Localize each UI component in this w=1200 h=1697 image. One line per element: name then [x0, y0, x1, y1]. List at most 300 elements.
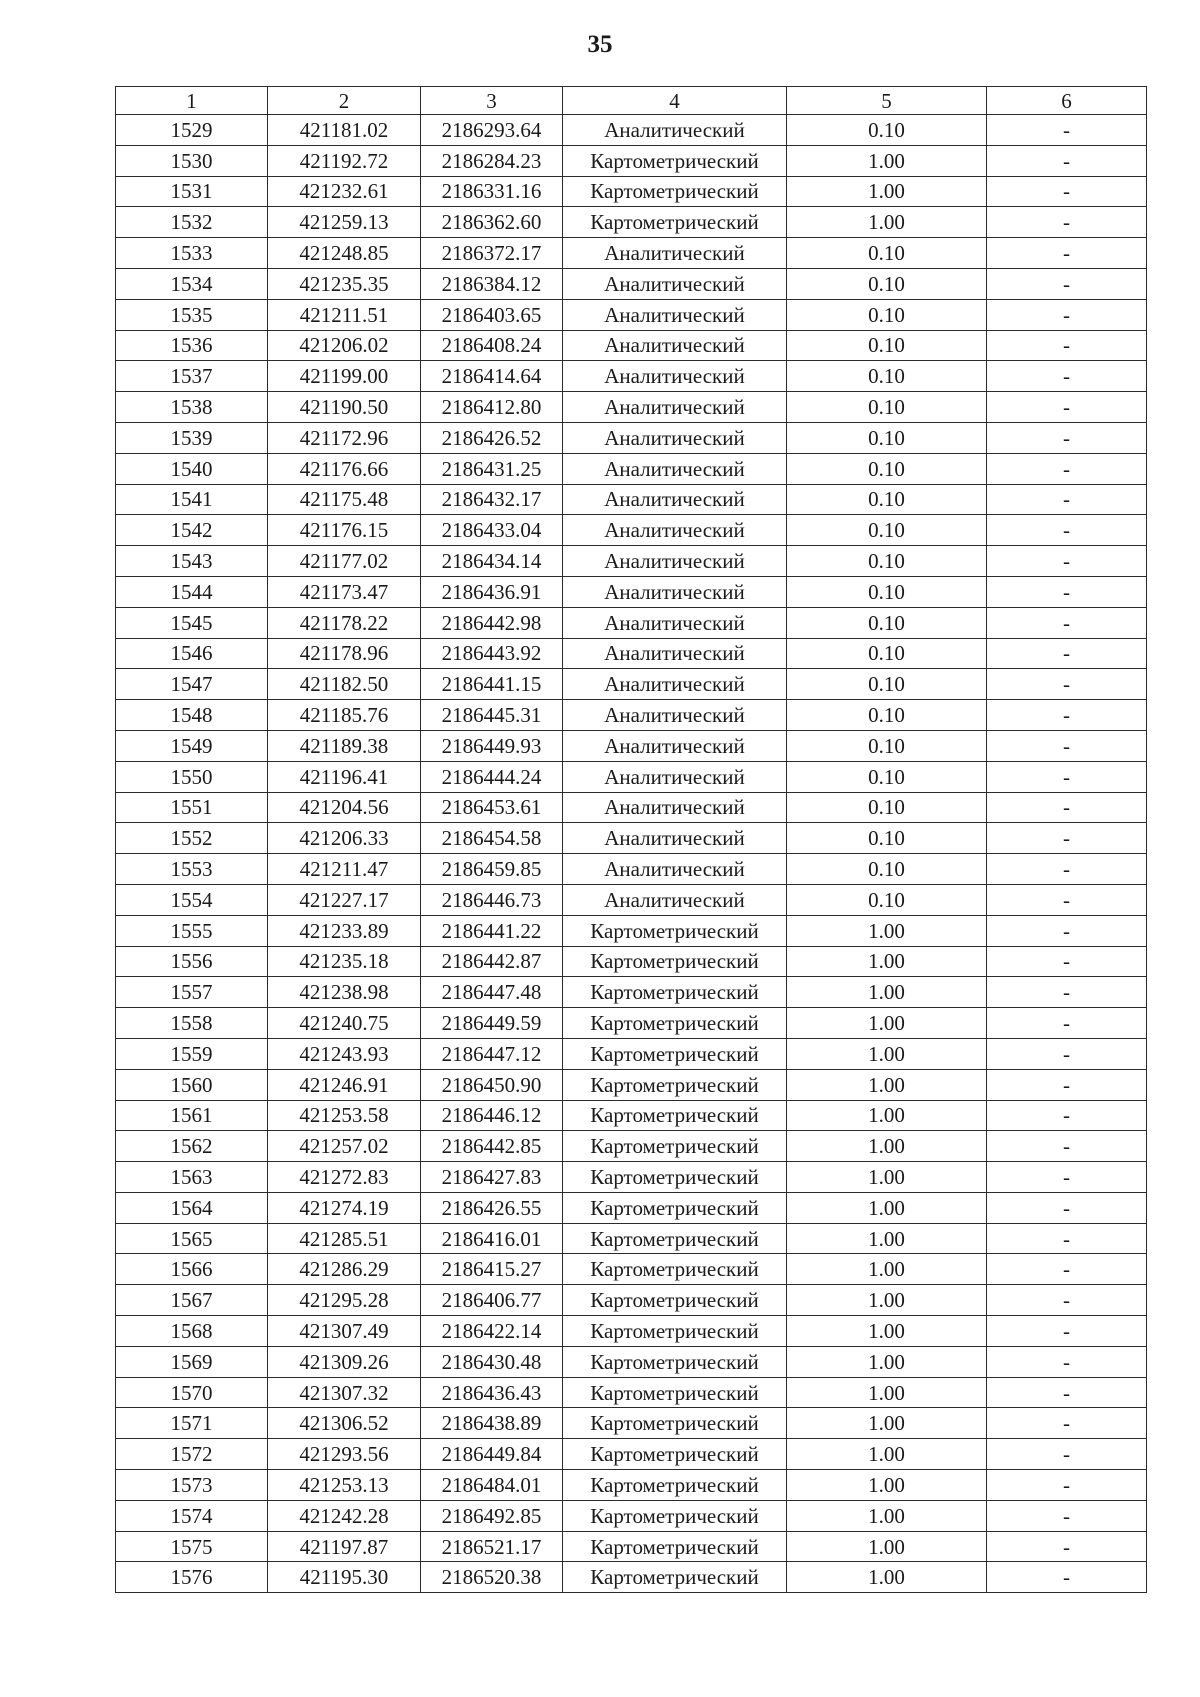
accuracy-cell: 1.00 [787, 1531, 987, 1562]
x-coordinate-cell: 421178.22 [268, 607, 421, 638]
note-cell: - [987, 330, 1147, 361]
x-coordinate-cell: 421199.00 [268, 361, 421, 392]
method-cell: Картометрический [563, 1254, 787, 1285]
accuracy-cell: 0.10 [787, 299, 987, 330]
point-number-cell: 1565 [116, 1223, 268, 1254]
y-coordinate-cell: 2186436.91 [421, 576, 563, 607]
x-coordinate-cell: 421306.52 [268, 1408, 421, 1439]
method-cell: Аналитический [563, 884, 787, 915]
x-coordinate-cell: 421175.48 [268, 484, 421, 515]
y-coordinate-cell: 2186459.85 [421, 854, 563, 885]
table-row [116, 176, 1147, 207]
x-coordinate-cell: 421295.28 [268, 1285, 421, 1316]
point-number-cell: 1571 [116, 1408, 268, 1439]
x-coordinate-cell: 421211.51 [268, 299, 421, 330]
x-coordinate-cell: 421177.02 [268, 546, 421, 577]
y-coordinate-cell: 2186408.24 [421, 330, 563, 361]
note-cell: - [987, 1408, 1147, 1439]
note-cell: - [987, 946, 1147, 977]
y-coordinate-cell: 2186438.89 [421, 1408, 563, 1439]
method-cell: Аналитический [563, 730, 787, 761]
accuracy-cell: 1.00 [787, 1346, 987, 1377]
point-number-cell: 1538 [116, 392, 268, 423]
x-coordinate-cell: 421242.28 [268, 1500, 421, 1531]
point-number-cell: 1549 [116, 730, 268, 761]
method-cell: Картометрический [563, 915, 787, 946]
x-coordinate-cell: 421309.26 [268, 1346, 421, 1377]
note-cell: - [987, 1439, 1147, 1470]
y-coordinate-cell: 2186436.43 [421, 1377, 563, 1408]
x-coordinate-cell: 421240.75 [268, 1008, 421, 1039]
table-row [116, 1439, 1147, 1470]
point-number-cell: 1555 [116, 915, 268, 946]
table-row [116, 977, 1147, 1008]
point-number-cell: 1539 [116, 422, 268, 453]
accuracy-cell: 1.00 [787, 1162, 987, 1193]
accuracy-cell: 1.00 [787, 1100, 987, 1131]
method-cell: Аналитический [563, 638, 787, 669]
y-coordinate-cell: 2186447.12 [421, 1038, 563, 1069]
accuracy-cell: 0.10 [787, 638, 987, 669]
y-coordinate-cell: 2186453.61 [421, 792, 563, 823]
method-cell: Аналитический [563, 115, 787, 146]
y-coordinate-cell: 2186446.73 [421, 884, 563, 915]
column-header: 6 [987, 87, 1147, 115]
y-coordinate-cell: 2186284.23 [421, 145, 563, 176]
note-cell: - [987, 854, 1147, 885]
y-coordinate-cell: 2186520.38 [421, 1562, 563, 1593]
point-number-cell: 1572 [116, 1439, 268, 1470]
note-cell: - [987, 207, 1147, 238]
point-number-cell: 1562 [116, 1131, 268, 1162]
x-coordinate-cell: 421233.89 [268, 915, 421, 946]
accuracy-cell: 1.00 [787, 1377, 987, 1408]
table-row [116, 946, 1147, 977]
point-number-cell: 1545 [116, 607, 268, 638]
column-header: 5 [787, 87, 987, 115]
x-coordinate-cell: 421307.49 [268, 1316, 421, 1347]
note-cell: - [987, 484, 1147, 515]
accuracy-cell: 1.00 [787, 1316, 987, 1347]
method-cell: Картометрический [563, 176, 787, 207]
method-cell: Картометрический [563, 1223, 787, 1254]
x-coordinate-cell: 421248.85 [268, 238, 421, 269]
method-cell: Аналитический [563, 268, 787, 299]
point-number-cell: 1537 [116, 361, 268, 392]
accuracy-cell: 1.00 [787, 977, 987, 1008]
accuracy-cell: 1.00 [787, 1008, 987, 1039]
point-number-cell: 1553 [116, 854, 268, 885]
table-row [116, 761, 1147, 792]
accuracy-cell: 1.00 [787, 145, 987, 176]
point-number-cell: 1576 [116, 1562, 268, 1593]
table-row [116, 1162, 1147, 1193]
method-cell: Аналитический [563, 299, 787, 330]
point-number-cell: 1548 [116, 700, 268, 731]
method-cell: Картометрический [563, 1069, 787, 1100]
point-number-cell: 1547 [116, 669, 268, 700]
method-cell: Аналитический [563, 238, 787, 269]
point-number-cell: 1554 [116, 884, 268, 915]
accuracy-cell: 0.10 [787, 361, 987, 392]
method-cell: Картометрический [563, 1500, 787, 1531]
y-coordinate-cell: 2186362.60 [421, 207, 563, 238]
method-cell: Аналитический [563, 792, 787, 823]
method-cell: Аналитический [563, 576, 787, 607]
x-coordinate-cell: 421238.98 [268, 977, 421, 1008]
note-cell: - [987, 1131, 1147, 1162]
method-cell: Аналитический [563, 453, 787, 484]
accuracy-cell: 0.10 [787, 392, 987, 423]
x-coordinate-cell: 421206.33 [268, 823, 421, 854]
accuracy-cell: 1.00 [787, 1223, 987, 1254]
y-coordinate-cell: 2186449.59 [421, 1008, 563, 1039]
x-coordinate-cell: 421204.56 [268, 792, 421, 823]
y-coordinate-cell: 2186415.27 [421, 1254, 563, 1285]
accuracy-cell: 0.10 [787, 546, 987, 577]
note-cell: - [987, 422, 1147, 453]
table-row [116, 1408, 1147, 1439]
accuracy-cell: 1.00 [787, 1192, 987, 1223]
point-number-cell: 1561 [116, 1100, 268, 1131]
accuracy-cell: 0.10 [787, 484, 987, 515]
x-coordinate-cell: 421259.13 [268, 207, 421, 238]
accuracy-cell: 1.00 [787, 915, 987, 946]
x-coordinate-cell: 421253.13 [268, 1470, 421, 1501]
point-number-cell: 1551 [116, 792, 268, 823]
y-coordinate-cell: 2186521.17 [421, 1531, 563, 1562]
table-row [116, 1470, 1147, 1501]
accuracy-cell: 0.10 [787, 453, 987, 484]
table-row [116, 546, 1147, 577]
table-row [116, 207, 1147, 238]
point-number-cell: 1542 [116, 515, 268, 546]
point-number-cell: 1552 [116, 823, 268, 854]
x-coordinate-cell: 421176.66 [268, 453, 421, 484]
note-cell: - [987, 361, 1147, 392]
x-coordinate-cell: 421176.15 [268, 515, 421, 546]
method-cell: Картометрический [563, 1316, 787, 1347]
x-coordinate-cell: 421272.83 [268, 1162, 421, 1193]
y-coordinate-cell: 2186434.14 [421, 546, 563, 577]
method-cell: Картометрический [563, 1408, 787, 1439]
point-number-cell: 1575 [116, 1531, 268, 1562]
table-row [116, 422, 1147, 453]
table-row [116, 1038, 1147, 1069]
x-coordinate-cell: 421192.72 [268, 145, 421, 176]
x-coordinate-cell: 421206.02 [268, 330, 421, 361]
method-cell: Аналитический [563, 823, 787, 854]
point-number-cell: 1559 [116, 1038, 268, 1069]
x-coordinate-cell: 421286.29 [268, 1254, 421, 1285]
method-cell: Картометрический [563, 1470, 787, 1501]
accuracy-cell: 0.10 [787, 268, 987, 299]
method-cell: Аналитический [563, 854, 787, 885]
method-cell: Картометрический [563, 1285, 787, 1316]
table-row [116, 1008, 1147, 1039]
table-row [116, 515, 1147, 546]
table-row [116, 361, 1147, 392]
table-row [116, 1131, 1147, 1162]
method-cell: Картометрический [563, 1131, 787, 1162]
table-body [116, 115, 1147, 1593]
method-cell: Аналитический [563, 361, 787, 392]
table-row [116, 1562, 1147, 1593]
point-number-cell: 1543 [116, 546, 268, 577]
x-coordinate-cell: 421182.50 [268, 669, 421, 700]
accuracy-cell: 0.10 [787, 238, 987, 269]
x-coordinate-cell: 421293.56 [268, 1439, 421, 1470]
table-row [116, 1254, 1147, 1285]
point-number-cell: 1563 [116, 1162, 268, 1193]
point-number-cell: 1569 [116, 1346, 268, 1377]
y-coordinate-cell: 2186449.93 [421, 730, 563, 761]
y-coordinate-cell: 2186430.48 [421, 1346, 563, 1377]
note-cell: - [987, 1069, 1147, 1100]
accuracy-cell: 1.00 [787, 1500, 987, 1531]
method-cell: Картометрический [563, 1038, 787, 1069]
x-coordinate-cell: 421235.18 [268, 946, 421, 977]
note-cell: - [987, 1162, 1147, 1193]
x-coordinate-cell: 421189.38 [268, 730, 421, 761]
x-coordinate-cell: 421185.76 [268, 700, 421, 731]
note-cell: - [987, 392, 1147, 423]
note-cell: - [987, 546, 1147, 577]
note-cell: - [987, 145, 1147, 176]
method-cell: Аналитический [563, 515, 787, 546]
accuracy-cell: 0.10 [787, 700, 987, 731]
y-coordinate-cell: 2186406.77 [421, 1285, 563, 1316]
accuracy-cell: 1.00 [787, 1131, 987, 1162]
x-coordinate-cell: 421178.96 [268, 638, 421, 669]
accuracy-cell: 1.00 [787, 1562, 987, 1593]
method-cell: Картометрический [563, 1377, 787, 1408]
method-cell: Картометрический [563, 1562, 787, 1593]
point-number-cell: 1535 [116, 299, 268, 330]
y-coordinate-cell: 2186492.85 [421, 1500, 563, 1531]
accuracy-cell: 1.00 [787, 1038, 987, 1069]
method-cell: Картометрический [563, 1008, 787, 1039]
accuracy-cell: 0.10 [787, 576, 987, 607]
x-coordinate-cell: 421246.91 [268, 1069, 421, 1100]
note-cell: - [987, 1470, 1147, 1501]
column-header: 2 [268, 87, 421, 115]
point-number-cell: 1529 [116, 115, 268, 146]
y-coordinate-cell: 2186293.64 [421, 115, 563, 146]
table-row [116, 730, 1147, 761]
accuracy-cell: 1.00 [787, 207, 987, 238]
point-number-cell: 1564 [116, 1192, 268, 1223]
point-number-cell: 1568 [116, 1316, 268, 1347]
point-number-cell: 1550 [116, 761, 268, 792]
y-coordinate-cell: 2186450.90 [421, 1069, 563, 1100]
x-coordinate-cell: 421285.51 [268, 1223, 421, 1254]
table-row [116, 1192, 1147, 1223]
point-number-cell: 1574 [116, 1500, 268, 1531]
note-cell: - [987, 607, 1147, 638]
point-number-cell: 1541 [116, 484, 268, 515]
y-coordinate-cell: 2186331.16 [421, 176, 563, 207]
column-header: 3 [421, 87, 563, 115]
y-coordinate-cell: 2186442.87 [421, 946, 563, 977]
note-cell: - [987, 1285, 1147, 1316]
method-cell: Картометрический [563, 207, 787, 238]
note-cell: - [987, 1377, 1147, 1408]
accuracy-cell: 0.10 [787, 884, 987, 915]
note-cell: - [987, 1008, 1147, 1039]
note-cell: - [987, 823, 1147, 854]
y-coordinate-cell: 2186443.92 [421, 638, 563, 669]
table-row [116, 453, 1147, 484]
method-cell: Аналитический [563, 392, 787, 423]
method-cell: Аналитический [563, 484, 787, 515]
accuracy-cell: 0.10 [787, 422, 987, 453]
method-cell: Аналитический [563, 330, 787, 361]
table-row [116, 915, 1147, 946]
x-coordinate-cell: 421181.02 [268, 115, 421, 146]
method-cell: Картометрический [563, 946, 787, 977]
y-coordinate-cell: 2186414.64 [421, 361, 563, 392]
y-coordinate-cell: 2186484.01 [421, 1470, 563, 1501]
x-coordinate-cell: 421232.61 [268, 176, 421, 207]
method-cell: Аналитический [563, 669, 787, 700]
note-cell: - [987, 1223, 1147, 1254]
table-row [116, 638, 1147, 669]
accuracy-cell: 1.00 [787, 1069, 987, 1100]
accuracy-cell: 1.00 [787, 946, 987, 977]
accuracy-cell: 0.10 [787, 823, 987, 854]
table-row [116, 854, 1147, 885]
coordinates-table [115, 86, 1147, 1593]
method-cell: Аналитический [563, 607, 787, 638]
x-coordinate-cell: 421211.47 [268, 854, 421, 885]
accuracy-cell: 0.10 [787, 515, 987, 546]
point-number-cell: 1534 [116, 268, 268, 299]
note-cell: - [987, 1531, 1147, 1562]
method-cell: Картометрический [563, 1531, 787, 1562]
x-coordinate-cell: 421307.32 [268, 1377, 421, 1408]
x-coordinate-cell: 421196.41 [268, 761, 421, 792]
point-number-cell: 1556 [116, 946, 268, 977]
table-row [116, 1377, 1147, 1408]
table-row [116, 115, 1147, 146]
x-coordinate-cell: 421253.58 [268, 1100, 421, 1131]
y-coordinate-cell: 2186442.85 [421, 1131, 563, 1162]
y-coordinate-cell: 2186447.48 [421, 977, 563, 1008]
note-cell: - [987, 1038, 1147, 1069]
x-coordinate-cell: 421274.19 [268, 1192, 421, 1223]
accuracy-cell: 0.10 [787, 669, 987, 700]
point-number-cell: 1573 [116, 1470, 268, 1501]
x-coordinate-cell: 421190.50 [268, 392, 421, 423]
table-row [116, 884, 1147, 915]
method-cell: Картометрический [563, 1192, 787, 1223]
point-number-cell: 1530 [116, 145, 268, 176]
y-coordinate-cell: 2186384.12 [421, 268, 563, 299]
column-header: 1 [116, 87, 268, 115]
accuracy-cell: 0.10 [787, 730, 987, 761]
table-row [116, 330, 1147, 361]
method-cell: Картометрический [563, 1100, 787, 1131]
table-row [116, 1316, 1147, 1347]
point-number-cell: 1558 [116, 1008, 268, 1039]
note-cell: - [987, 453, 1147, 484]
y-coordinate-cell: 2186403.65 [421, 299, 563, 330]
y-coordinate-cell: 2186427.83 [421, 1162, 563, 1193]
point-number-cell: 1540 [116, 453, 268, 484]
x-coordinate-cell: 421235.35 [268, 268, 421, 299]
table-row [116, 1531, 1147, 1562]
y-coordinate-cell: 2186445.31 [421, 700, 563, 731]
table-row [116, 145, 1147, 176]
table-header [116, 87, 1147, 115]
note-cell: - [987, 1316, 1147, 1347]
y-coordinate-cell: 2186449.84 [421, 1439, 563, 1470]
table-row [116, 1285, 1147, 1316]
accuracy-cell: 1.00 [787, 1408, 987, 1439]
note-cell: - [987, 915, 1147, 946]
accuracy-cell: 0.10 [787, 115, 987, 146]
accuracy-cell: 0.10 [787, 792, 987, 823]
x-coordinate-cell: 421173.47 [268, 576, 421, 607]
table-row [116, 607, 1147, 638]
method-cell: Картометрический [563, 145, 787, 176]
accuracy-cell: 1.00 [787, 1285, 987, 1316]
y-coordinate-cell: 2186454.58 [421, 823, 563, 854]
method-cell: Картометрический [563, 1439, 787, 1470]
y-coordinate-cell: 2186431.25 [421, 453, 563, 484]
accuracy-cell: 1.00 [787, 176, 987, 207]
page-number: 35 [587, 31, 613, 58]
table-row [116, 238, 1147, 269]
point-number-cell: 1557 [116, 977, 268, 1008]
note-cell: - [987, 1346, 1147, 1377]
x-coordinate-cell: 421195.30 [268, 1562, 421, 1593]
x-coordinate-cell: 421197.87 [268, 1531, 421, 1562]
header-row [116, 87, 1147, 115]
table-row [116, 700, 1147, 731]
y-coordinate-cell: 2186441.22 [421, 915, 563, 946]
note-cell: - [987, 700, 1147, 731]
method-cell: Картометрический [563, 1346, 787, 1377]
note-cell: - [987, 1500, 1147, 1531]
y-coordinate-cell: 2186416.01 [421, 1223, 563, 1254]
y-coordinate-cell: 2186441.15 [421, 669, 563, 700]
y-coordinate-cell: 2186422.14 [421, 1316, 563, 1347]
accuracy-cell: 0.10 [787, 607, 987, 638]
table-row [116, 669, 1147, 700]
note-cell: - [987, 730, 1147, 761]
accuracy-cell: 1.00 [787, 1470, 987, 1501]
point-number-cell: 1532 [116, 207, 268, 238]
x-coordinate-cell: 421243.93 [268, 1038, 421, 1069]
y-coordinate-cell: 2186426.52 [421, 422, 563, 453]
y-coordinate-cell: 2186426.55 [421, 1192, 563, 1223]
point-number-cell: 1544 [116, 576, 268, 607]
note-cell: - [987, 515, 1147, 546]
point-number-cell: 1560 [116, 1069, 268, 1100]
method-cell: Аналитический [563, 700, 787, 731]
note-cell: - [987, 977, 1147, 1008]
table-row [116, 484, 1147, 515]
note-cell: - [987, 299, 1147, 330]
table-row [116, 1069, 1147, 1100]
point-number-cell: 1533 [116, 238, 268, 269]
table-row [116, 792, 1147, 823]
table-row [116, 392, 1147, 423]
accuracy-cell: 0.10 [787, 761, 987, 792]
y-coordinate-cell: 2186372.17 [421, 238, 563, 269]
